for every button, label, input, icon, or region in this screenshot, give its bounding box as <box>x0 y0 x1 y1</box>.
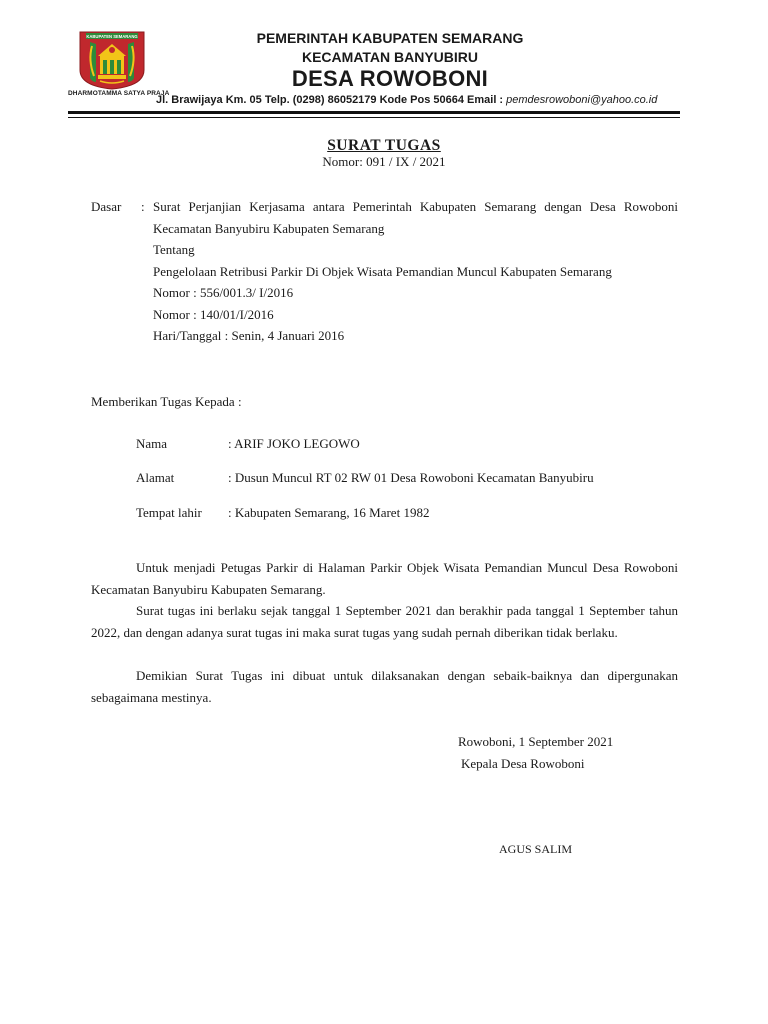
dasar-line: Tentang <box>153 242 195 257</box>
dasar-line: Nomor : 140/01/I/2016 <box>153 306 274 322</box>
paragraph-validity: Surat tugas ini berlaku sejak tanggal 1 September 2021 dan berakhir pada tanggal 1 September tahun 2022, dan dengan adanya surat tugas ini maka surat tugas yang sudah pernah diberikan tidak berlaku. <box>91 603 678 640</box>
dasar-line: Hari/Tanggal : Senin, 4 Januari 2016 <box>153 328 345 343</box>
email-address: pemdesrowoboni@yahoo.co.id <box>506 94 658 106</box>
government-line-1: PEMERINTAH KABUPATEN SEMARANG <box>256 30 524 46</box>
address-value: : Dusun Muncul RT 02 RW 01 Desa Rowoboni Kecamatan Banyubiru <box>228 470 594 485</box>
paragraph-closing: Demikian Surat Tugas ini dibuat untuk dilaksanakan dengan sebaik-baiknya dan dipergunakan sebagaimana mestinya. <box>91 668 678 705</box>
name-label: Nama <box>136 436 168 451</box>
dasar-label: Dasar <box>91 199 122 214</box>
signer-name: AGUS SALIM <box>499 842 573 856</box>
paragraph-purpose: Untuk menjadi Petugas Parkir di Halaman Parkir Objek Wisata Pemandian Muncul Desa Rowoboni Kecamatan Banyubiru Kabupaten Semarang. <box>91 560 678 597</box>
svg-text:KABUPATEN SEMARANG: KABUPATEN SEMARANG <box>86 34 138 39</box>
dasar-line: Surat Perjanjian Kerjasama antara Pemerintah Kabupaten Semarang dengan Desa Rowoboni Kecamatan Banyubiru Kabupaten Semarang <box>153 199 678 236</box>
birth-label: Tempat lahir <box>136 505 202 520</box>
government-line-2: KECAMATAN BANYUBIRU <box>301 49 479 65</box>
dasar-line: Nomor : 556/001.3/ I/2016 <box>153 285 294 300</box>
logo-motto: DHARMOTAMMA SATYA PRAJA <box>68 90 170 97</box>
address-text: Jl. Brawijaya Km. 05 Telp. (0298) 86052179 Kode Pos 50664 Email : <box>156 94 507 106</box>
dasar-line: Pengelolaan Retribusi Parkir Di Objek Wisata Pemandian Muncul Kabupaten Semarang <box>153 263 612 279</box>
letterhead-rule-thick <box>68 111 680 114</box>
document-number: Nomor: 091 / IX / 2021 <box>322 154 446 169</box>
letterhead-address <box>156 94 657 106</box>
signer-position: Kepala Desa Rowoboni <box>461 756 585 771</box>
assignment-intro: Memberikan Tugas Kepada : <box>91 394 242 409</box>
document-title: SURAT TUGAS <box>327 137 441 154</box>
village-name: DESA ROWOBONI <box>291 66 489 91</box>
dasar-colon: : <box>141 199 145 214</box>
dasar-body <box>153 196 678 347</box>
letterhead-rule-thin <box>68 117 680 118</box>
place-and-date: Rowoboni, 1 September 2021 <box>458 734 614 749</box>
name-value: : ARIF JOKO LEGOWO <box>228 436 360 451</box>
birth-value: : Kabupaten Semarang, 16 Maret 1982 <box>228 505 430 520</box>
address-label: Alamat <box>136 470 175 485</box>
